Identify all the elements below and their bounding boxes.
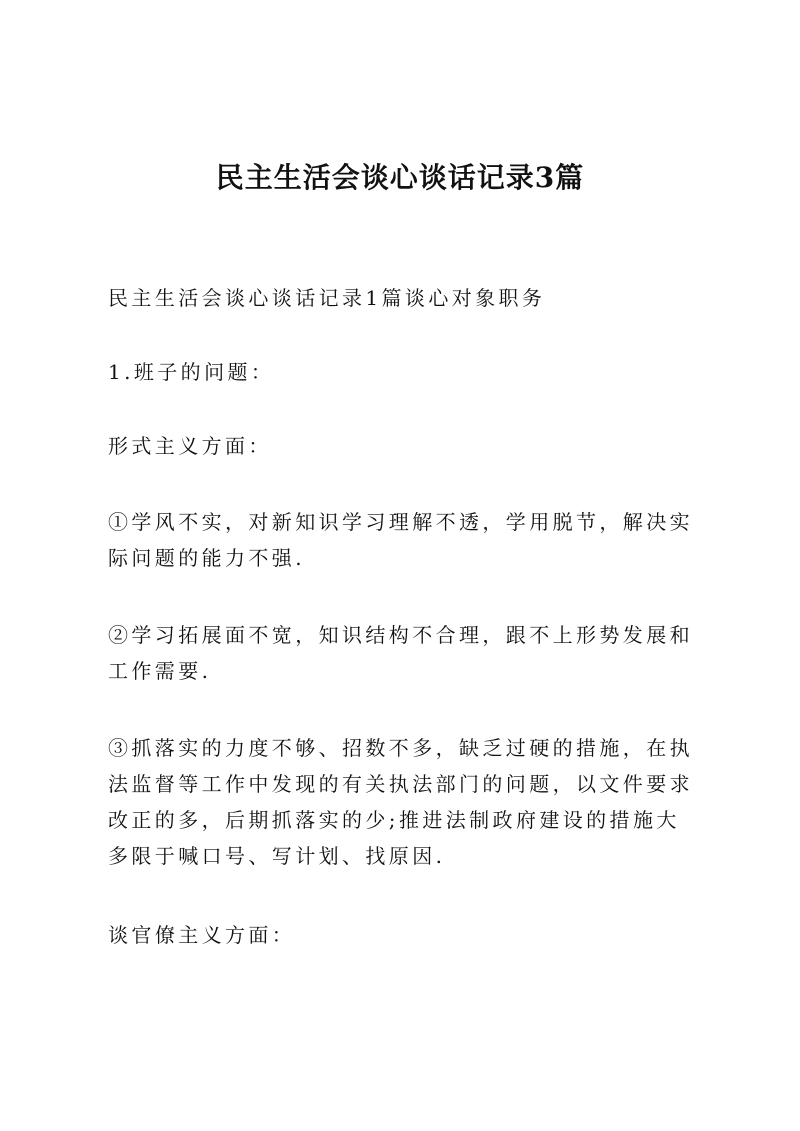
paragraph-bureaucracy-heading: 谈官僚主义方面： [108, 923, 296, 947]
paragraph-item-2: ②学习拓展面不宽，知识结构不合理，跟不上形势发展和工作需要. [108, 623, 693, 683]
paragraph-item-3: ③抓落实的力度不够、招数不多，缺乏过硬的措施，在执法监督等工作中发现的有关执法部门的问题，以文件要求改正的多，后期抓落实的少;推进法制政府建设的措施大多限于喊口号、写计划、找原因. [108, 736, 693, 868]
paragraph-team-issues: 1.班子的问题： [108, 360, 275, 384]
paragraph-formalism-heading: 形式主义方面： [108, 434, 272, 458]
paragraph-item-1: ①学风不实，对新知识学习理解不透，学用脱节，解决实际问题的能力不强. [108, 510, 693, 570]
document-title: 民主生活会谈心谈话记录3篇 [215, 161, 585, 194]
paragraph-intro: 民主生活会谈心谈话记录1篇谈心对象职务 [108, 286, 546, 310]
